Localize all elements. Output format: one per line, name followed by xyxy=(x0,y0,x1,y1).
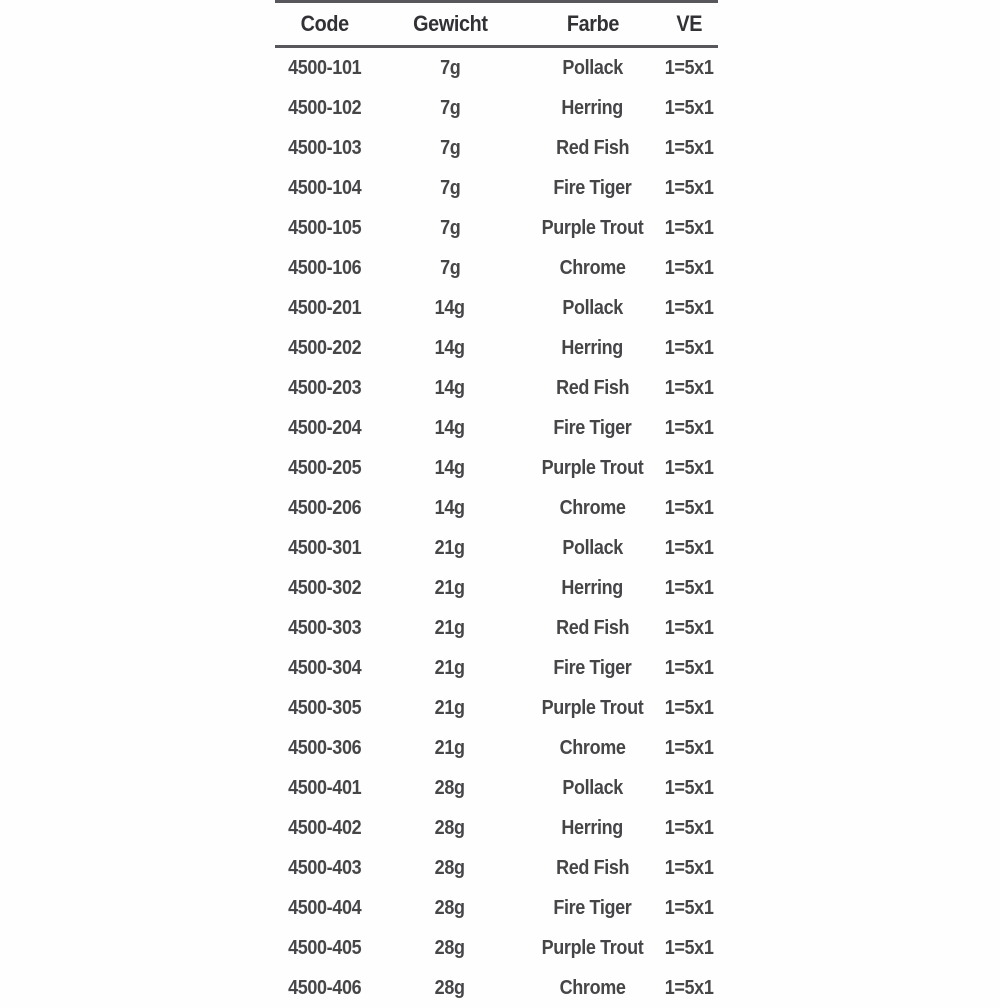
cell-value-gewicht: 14g xyxy=(435,416,465,439)
cell-gewicht xyxy=(433,457,466,480)
cell-farbe xyxy=(549,897,636,920)
cell-farbe xyxy=(536,937,649,960)
cell-gewicht xyxy=(439,57,462,80)
cell-gewicht xyxy=(433,377,466,400)
cell-value-code: 4500-104 xyxy=(288,176,362,199)
cell-code xyxy=(284,57,365,80)
cell-value-farbe: Pollack xyxy=(562,296,623,319)
cell-value-code: 4500-406 xyxy=(288,976,362,999)
cell-value-gewicht: 28g xyxy=(435,856,465,879)
cell-value-farbe: Chrome xyxy=(559,256,626,279)
cell-value-gewicht: 7g xyxy=(439,136,461,159)
cell-farbe xyxy=(556,977,629,1000)
header-cell-gewicht xyxy=(409,11,492,37)
header-label-ve: VE xyxy=(676,11,702,36)
cell-code xyxy=(284,697,365,720)
cell-value-code: 4500-404 xyxy=(288,896,362,919)
cell-value-farbe: Fire Tiger xyxy=(553,656,632,679)
cell-value-farbe: Chrome xyxy=(559,736,626,759)
cell-value-gewicht: 14g xyxy=(435,376,465,399)
cell-ve xyxy=(662,777,716,800)
cell-value-code: 4500-204 xyxy=(288,416,362,439)
cell-value-ve: 1=5x1 xyxy=(664,496,714,519)
cell-value-farbe: Fire Tiger xyxy=(553,416,632,439)
cell-code xyxy=(284,177,365,200)
cell-farbe xyxy=(549,177,636,200)
cell-value-gewicht: 7g xyxy=(439,256,461,279)
header-label-gewicht: Gewicht xyxy=(412,11,488,36)
cell-farbe xyxy=(558,577,626,600)
table-row xyxy=(275,928,718,968)
cell-value-ve: 1=5x1 xyxy=(664,536,714,559)
cell-code xyxy=(284,617,365,640)
cell-gewicht xyxy=(433,817,466,840)
cell-value-gewicht: 7g xyxy=(439,96,461,119)
table-row xyxy=(275,848,718,888)
cell-value-gewicht: 14g xyxy=(435,296,465,319)
cell-farbe xyxy=(536,457,649,480)
table-row xyxy=(275,688,718,728)
cell-value-code: 4500-305 xyxy=(288,696,362,719)
cell-gewicht xyxy=(439,177,462,200)
product-spec-table xyxy=(275,0,718,1008)
cell-value-gewicht: 7g xyxy=(439,216,461,239)
cell-code xyxy=(284,337,365,360)
cell-value-ve: 1=5x1 xyxy=(664,696,714,719)
cell-value-gewicht: 28g xyxy=(435,816,465,839)
cell-value-ve: 1=5x1 xyxy=(664,976,714,999)
cell-value-code: 4500-302 xyxy=(288,576,362,599)
cell-value-code: 4500-206 xyxy=(288,496,362,519)
cell-value-code: 4500-301 xyxy=(288,536,362,559)
cell-value-ve: 1=5x1 xyxy=(664,96,714,119)
table-row xyxy=(275,568,718,608)
cell-code xyxy=(284,97,365,120)
cell-gewicht xyxy=(433,977,466,1000)
cell-value-gewicht: 14g xyxy=(435,336,465,359)
cell-value-farbe: Herring xyxy=(561,576,624,599)
cell-ve xyxy=(662,217,716,240)
cell-ve xyxy=(662,897,716,920)
cell-value-farbe: Chrome xyxy=(559,976,626,999)
cell-farbe xyxy=(552,617,633,640)
cell-value-gewicht: 21g xyxy=(435,696,465,719)
cell-gewicht xyxy=(433,337,466,360)
header-label-farbe: Farbe xyxy=(566,11,619,36)
cell-value-code: 4500-304 xyxy=(288,656,362,679)
cell-value-ve: 1=5x1 xyxy=(664,56,714,79)
cell-value-ve: 1=5x1 xyxy=(664,896,714,919)
table-row xyxy=(275,88,718,128)
table-row xyxy=(275,768,718,808)
cell-code xyxy=(284,417,365,440)
cell-value-code: 4500-205 xyxy=(288,456,362,479)
cell-gewicht xyxy=(433,777,466,800)
header-cell-code xyxy=(298,11,351,37)
cell-ve xyxy=(662,977,716,1000)
cell-value-gewicht: 21g xyxy=(435,576,465,599)
cell-value-farbe: Fire Tiger xyxy=(553,896,632,919)
cell-value-code: 4500-106 xyxy=(288,256,362,279)
cell-ve xyxy=(662,257,716,280)
header-cell-farbe xyxy=(564,11,622,37)
cell-value-farbe: Purple Trout xyxy=(541,696,644,719)
cell-value-farbe: Herring xyxy=(561,96,624,119)
cell-value-gewicht: 14g xyxy=(435,456,465,479)
table-row xyxy=(275,328,718,368)
cell-gewicht xyxy=(433,617,466,640)
cell-farbe xyxy=(558,337,626,360)
cell-value-ve: 1=5x1 xyxy=(664,736,714,759)
cell-gewicht xyxy=(439,137,462,160)
cell-code xyxy=(284,537,365,560)
cell-farbe xyxy=(559,777,626,800)
table-row xyxy=(275,288,718,328)
cell-value-ve: 1=5x1 xyxy=(664,576,714,599)
cell-value-code: 4500-101 xyxy=(288,56,362,79)
cell-value-code: 4500-402 xyxy=(288,816,362,839)
cell-ve xyxy=(662,417,716,440)
cell-ve xyxy=(662,737,716,760)
cell-value-gewicht: 28g xyxy=(435,896,465,919)
cell-code xyxy=(284,377,365,400)
cell-value-gewicht: 28g xyxy=(435,936,465,959)
cell-value-gewicht: 21g xyxy=(435,736,465,759)
cell-code xyxy=(284,577,365,600)
table-header-row xyxy=(275,3,718,48)
cell-code xyxy=(284,497,365,520)
cell-value-code: 4500-105 xyxy=(288,216,362,239)
cell-value-farbe: Pollack xyxy=(562,536,623,559)
cell-ve xyxy=(662,177,716,200)
cell-farbe xyxy=(552,377,633,400)
cell-gewicht xyxy=(433,537,466,560)
cell-value-ve: 1=5x1 xyxy=(664,936,714,959)
cell-value-ve: 1=5x1 xyxy=(664,776,714,799)
cell-value-gewicht: 7g xyxy=(439,56,461,79)
cell-farbe xyxy=(556,497,629,520)
cell-farbe xyxy=(558,817,626,840)
table-row xyxy=(275,368,718,408)
cell-code xyxy=(284,817,365,840)
cell-value-code: 4500-405 xyxy=(288,936,362,959)
cell-ve xyxy=(662,337,716,360)
cell-gewicht xyxy=(433,857,466,880)
cell-value-code: 4500-306 xyxy=(288,736,362,759)
table-row xyxy=(275,128,718,168)
cell-farbe xyxy=(552,857,633,880)
cell-value-ve: 1=5x1 xyxy=(664,296,714,319)
cell-farbe xyxy=(556,737,629,760)
cell-farbe xyxy=(558,97,626,120)
cell-code xyxy=(284,657,365,680)
cell-gewicht xyxy=(439,217,462,240)
table-row xyxy=(275,528,718,568)
cell-ve xyxy=(662,137,716,160)
table-row xyxy=(275,168,718,208)
cell-value-code: 4500-202 xyxy=(288,336,362,359)
header-label-code: Code xyxy=(300,11,350,36)
table-row xyxy=(275,488,718,528)
table-row xyxy=(275,248,718,288)
cell-gewicht xyxy=(433,737,466,760)
cell-value-ve: 1=5x1 xyxy=(664,656,714,679)
cell-value-code: 4500-403 xyxy=(288,856,362,879)
cell-value-ve: 1=5x1 xyxy=(664,856,714,879)
cell-ve xyxy=(662,57,716,80)
cell-value-ve: 1=5x1 xyxy=(664,816,714,839)
cell-farbe xyxy=(556,257,629,280)
cell-value-gewicht: 7g xyxy=(439,176,461,199)
cell-code xyxy=(284,137,365,160)
cell-gewicht xyxy=(433,657,466,680)
cell-code xyxy=(284,977,365,1000)
cell-gewicht xyxy=(433,577,466,600)
table-row xyxy=(275,808,718,848)
cell-value-ve: 1=5x1 xyxy=(664,256,714,279)
cell-ve xyxy=(662,657,716,680)
cell-gewicht xyxy=(439,97,462,120)
cell-gewicht xyxy=(433,937,466,960)
table-row xyxy=(275,48,718,88)
cell-value-farbe: Chrome xyxy=(559,496,626,519)
cell-code xyxy=(284,257,365,280)
table-body xyxy=(275,48,718,1008)
cell-value-ve: 1=5x1 xyxy=(664,456,714,479)
cell-value-gewicht: 21g xyxy=(435,656,465,679)
table-row xyxy=(275,888,718,928)
cell-code xyxy=(284,897,365,920)
cell-value-farbe: Red Fish xyxy=(555,616,630,639)
cell-value-code: 4500-401 xyxy=(288,776,362,799)
cell-value-code: 4500-203 xyxy=(288,376,362,399)
cell-value-ve: 1=5x1 xyxy=(664,176,714,199)
cell-code xyxy=(284,217,365,240)
cell-value-ve: 1=5x1 xyxy=(664,416,714,439)
cell-value-code: 4500-103 xyxy=(288,136,362,159)
table-row xyxy=(275,728,718,768)
cell-value-farbe: Purple Trout xyxy=(541,456,644,479)
cell-gewicht xyxy=(433,897,466,920)
cell-farbe xyxy=(559,537,626,560)
cell-value-gewicht: 28g xyxy=(435,976,465,999)
cell-farbe xyxy=(552,137,633,160)
cell-value-code: 4500-303 xyxy=(288,616,362,639)
cell-ve xyxy=(662,697,716,720)
cell-farbe xyxy=(549,417,636,440)
cell-code xyxy=(284,297,365,320)
cell-gewicht xyxy=(439,257,462,280)
header-cell-ve xyxy=(675,11,704,37)
cell-ve xyxy=(662,457,716,480)
cell-code xyxy=(284,937,365,960)
cell-value-farbe: Purple Trout xyxy=(541,216,644,239)
cell-value-farbe: Purple Trout xyxy=(541,936,644,959)
cell-value-ve: 1=5x1 xyxy=(664,376,714,399)
cell-value-code: 4500-102 xyxy=(288,96,362,119)
table-row xyxy=(275,208,718,248)
cell-value-gewicht: 21g xyxy=(435,616,465,639)
table-row xyxy=(275,968,718,1008)
cell-value-farbe: Pollack xyxy=(562,776,623,799)
cell-ve xyxy=(662,377,716,400)
cell-code xyxy=(284,457,365,480)
cell-gewicht xyxy=(433,497,466,520)
cell-ve xyxy=(662,297,716,320)
cell-farbe xyxy=(559,297,626,320)
table-row xyxy=(275,608,718,648)
cell-gewicht xyxy=(433,417,466,440)
cell-value-gewicht: 21g xyxy=(435,536,465,559)
cell-gewicht xyxy=(433,697,466,720)
cell-farbe xyxy=(536,217,649,240)
cell-ve xyxy=(662,537,716,560)
cell-value-ve: 1=5x1 xyxy=(664,616,714,639)
cell-ve xyxy=(662,857,716,880)
cell-value-ve: 1=5x1 xyxy=(664,336,714,359)
cell-ve xyxy=(662,97,716,120)
cell-value-gewicht: 28g xyxy=(435,776,465,799)
table-row xyxy=(275,448,718,488)
cell-ve xyxy=(662,497,716,520)
cell-code xyxy=(284,777,365,800)
cell-farbe xyxy=(536,697,649,720)
table-row xyxy=(275,408,718,448)
table-row xyxy=(275,648,718,688)
cell-farbe xyxy=(549,657,636,680)
cell-value-farbe: Fire Tiger xyxy=(553,176,632,199)
cell-value-gewicht: 14g xyxy=(435,496,465,519)
cell-value-ve: 1=5x1 xyxy=(664,136,714,159)
cell-code xyxy=(284,737,365,760)
cell-value-farbe: Red Fish xyxy=(555,856,630,879)
cell-gewicht xyxy=(433,297,466,320)
cell-value-farbe: Red Fish xyxy=(555,136,630,159)
cell-ve xyxy=(662,577,716,600)
cell-ve xyxy=(662,617,716,640)
cell-code xyxy=(284,857,365,880)
cell-ve xyxy=(662,817,716,840)
cell-value-ve: 1=5x1 xyxy=(664,216,714,239)
cell-value-code: 4500-201 xyxy=(288,296,362,319)
cell-value-farbe: Herring xyxy=(561,816,624,839)
cell-value-farbe: Herring xyxy=(561,336,624,359)
cell-ve xyxy=(662,937,716,960)
cell-farbe xyxy=(559,57,626,80)
cell-value-farbe: Pollack xyxy=(562,56,623,79)
cell-value-farbe: Red Fish xyxy=(555,376,630,399)
